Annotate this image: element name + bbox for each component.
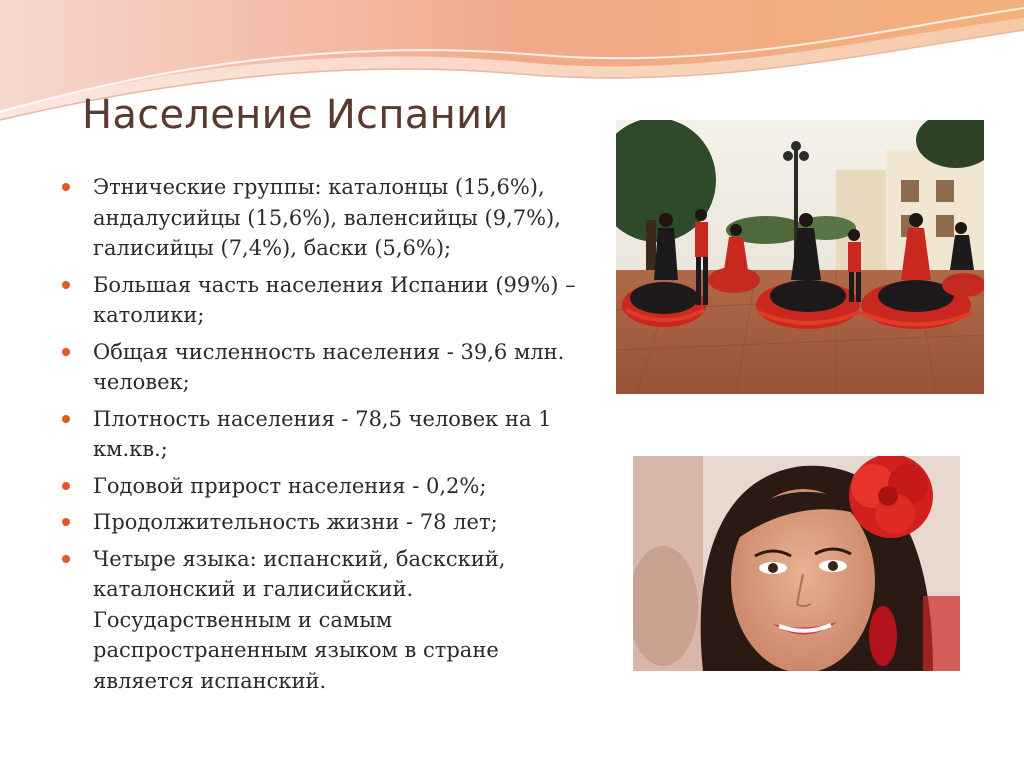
bullet-text: Продолжительность жизни - 78 лет; xyxy=(93,510,498,534)
bullet-dot-icon xyxy=(62,183,70,191)
spanish-woman-portrait-photo xyxy=(633,456,960,671)
bullet-text: Общая численность населения - 39,6 млн. человек; xyxy=(93,339,565,394)
flamenco-dancers-photo xyxy=(616,120,984,394)
bullet-dot-icon xyxy=(62,518,70,526)
bullet-text: Этнические группы: каталонцы (15,6%), андалусийцы (15,6%), валенсийцы (9,7%), галисийцы (7,4%), баски (5,6%); xyxy=(93,175,561,260)
bullet-text: Плотность населения - 78,5 человек на 1 км.кв.; xyxy=(93,406,552,461)
bullet-languages xyxy=(62,544,602,697)
bullet-text: Четыре языка: испанский, баскский, каталонский и галисийский. Государственным и самым распространенным языком в стране является испанский. xyxy=(93,546,506,693)
bullet-dot-icon xyxy=(62,555,70,563)
bullet-dot-icon xyxy=(62,415,70,423)
bullet-dot-icon xyxy=(62,482,70,490)
bullet-ethnic-groups xyxy=(62,172,602,264)
bullet-dot-icon xyxy=(62,348,70,356)
bullet-dot-icon xyxy=(62,281,70,289)
bullet-population xyxy=(62,337,602,398)
bullet-text: Годовой прирост населения - 0,2%; xyxy=(93,473,487,498)
slide-title: Население Испании xyxy=(82,92,509,138)
bullet-life-expectancy xyxy=(62,507,602,538)
bullet-catholics xyxy=(62,270,602,331)
bullet-growth xyxy=(62,471,602,502)
bullet-text: Большая часть населения Испании (99%) – католики; xyxy=(93,272,576,327)
bullet-list xyxy=(62,172,602,702)
bullet-density xyxy=(62,404,602,465)
